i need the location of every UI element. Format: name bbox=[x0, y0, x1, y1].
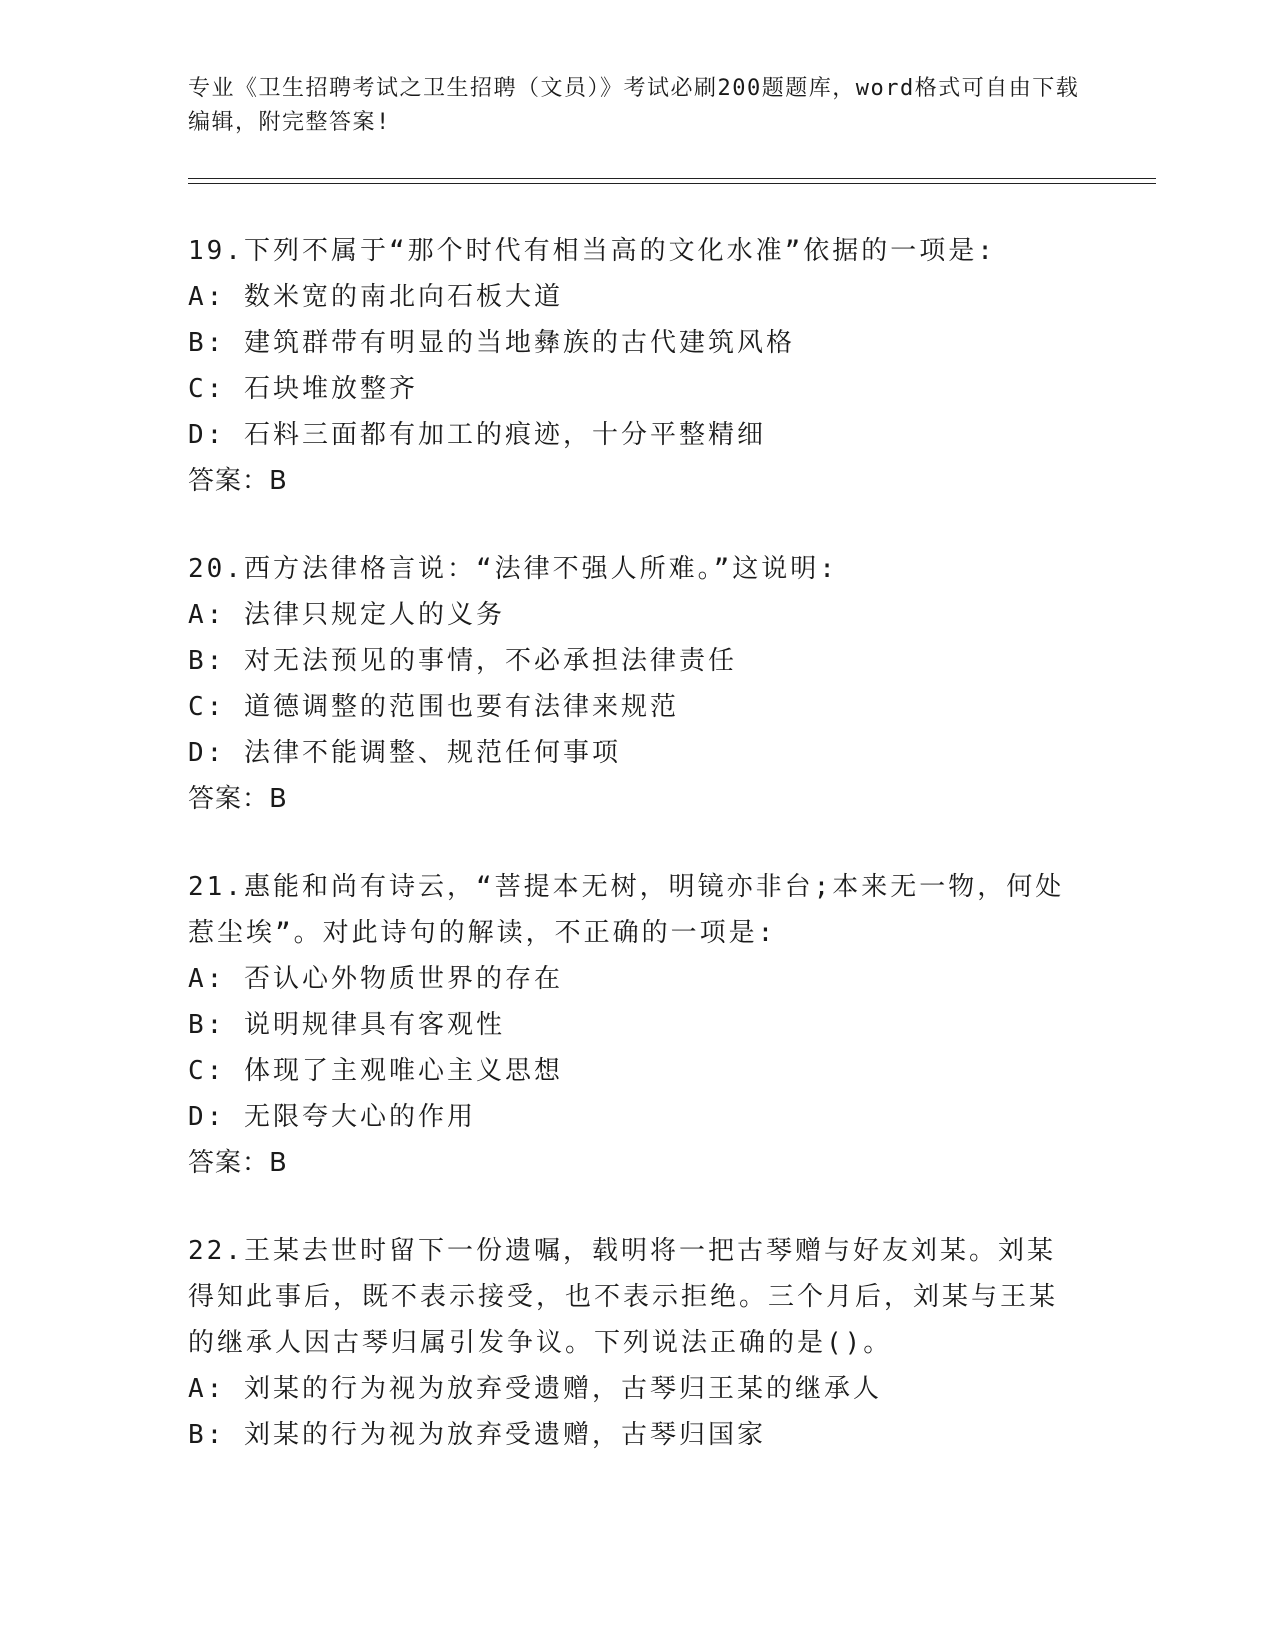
question-22 bbox=[188, 1228, 1088, 1458]
option-b: B: 建筑群带有明显的当地彝族的古代建筑风格 bbox=[188, 328, 795, 358]
question-19 bbox=[188, 228, 1088, 504]
option-b: B: 说明规律具有客观性 bbox=[188, 1010, 505, 1040]
question-21 bbox=[188, 864, 1088, 1186]
option-d: D: 石料三面都有加工的痕迹，十分平整精细 bbox=[188, 420, 766, 450]
answer-label: 答案：B bbox=[188, 784, 288, 814]
question-stem: 22.王某去世时留下一份遗嘱，载明将一把古琴赠与好友刘某。刘某得知此事后，既不表示接受，也不表示拒绝。三个月后，刘某与王某的继承人因古琴归属引发争议。下列说法正确的是()。 bbox=[188, 1236, 1059, 1358]
question-stem: 21.惠能和尚有诗云，“菩提本无树，明镜亦非台;本来无一物，何处惹尘埃”。对此诗句的解读，不正确的一项是: bbox=[188, 872, 1065, 948]
option-d: D: 法律不能调整、规范任何事项 bbox=[188, 738, 621, 768]
header-divider-top bbox=[188, 178, 1156, 179]
option-b: B: 刘某的行为视为放弃受遗赠，古琴归国家 bbox=[188, 1420, 766, 1450]
option-d: D: 无限夸大心的作用 bbox=[188, 1102, 476, 1132]
option-c: C: 石块堆放整齐 bbox=[188, 374, 418, 404]
answer-label: 答案：B bbox=[188, 466, 288, 496]
option-b: B: 对无法预见的事情，不必承担法律责任 bbox=[188, 646, 737, 676]
question-20 bbox=[188, 546, 1088, 822]
question-list bbox=[188, 228, 1088, 1500]
question-stem: 20.西方法律格言说：“法律不强人所难。”这说明: bbox=[188, 554, 838, 584]
header-divider-bottom bbox=[188, 183, 1156, 184]
question-stem: 19.下列不属于“那个时代有相当高的文化水准”依据的一项是: bbox=[188, 236, 996, 266]
document-header: 专业《卫生招聘考试之卫生招聘（文员）》考试必刷200题题库，word格式可自由下载编辑，附完整答案! bbox=[188, 76, 1080, 135]
option-c: C: 体现了主观唯心主义思想 bbox=[188, 1056, 563, 1086]
answer-label: 答案：B bbox=[188, 1148, 288, 1178]
option-a: A: 刘某的行为视为放弃受遗赠，古琴归王某的继承人 bbox=[188, 1374, 882, 1404]
option-a: A: 否认心外物质世界的存在 bbox=[188, 964, 563, 994]
option-a: A: 数米宽的南北向石板大道 bbox=[188, 282, 563, 312]
option-c: C: 道德调整的范围也要有法律来规范 bbox=[188, 692, 679, 722]
option-a: A: 法律只规定人的义务 bbox=[188, 600, 505, 630]
